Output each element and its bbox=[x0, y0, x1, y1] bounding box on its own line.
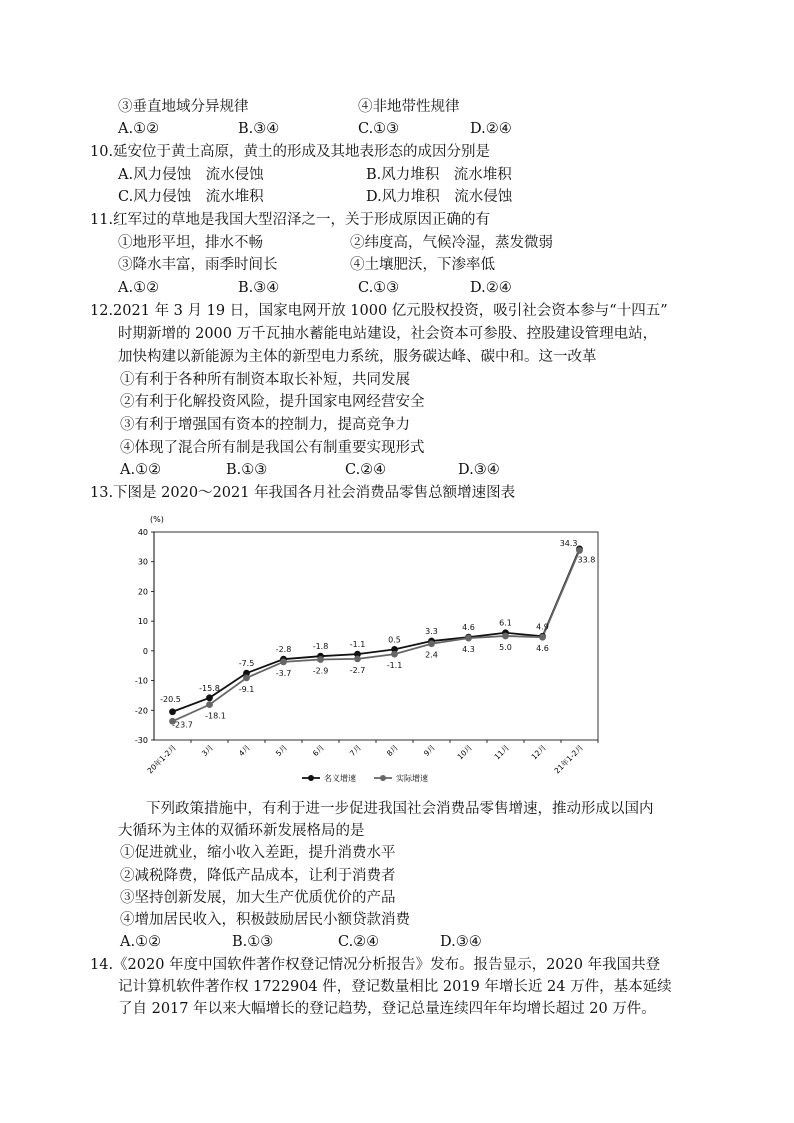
q13-item-1: ①促进就业，缩小收入差距，提升消费水平 bbox=[120, 845, 396, 861]
q12-option-a[interactable]: A.①② bbox=[120, 462, 162, 478]
legend-swatch-marker bbox=[380, 775, 386, 781]
data-label-nominal: 4.6 bbox=[462, 623, 475, 633]
x-tick-label: 10月 bbox=[455, 743, 474, 762]
q9-item-4: ④非地带性规律 bbox=[358, 99, 460, 115]
y-tick-label: -30 bbox=[134, 736, 148, 745]
data-point-real bbox=[391, 651, 398, 658]
q14-line-2: 记计算机软件著作权 1722904 件，登记数量相比 2019 年增长近 24 万件，基本延续 bbox=[118, 979, 672, 995]
data-label-nominal: -1.8 bbox=[312, 642, 329, 652]
data-label-real: -18.1 bbox=[205, 711, 226, 721]
q12-option-c[interactable]: C.②④ bbox=[345, 462, 387, 478]
data-point-real bbox=[428, 640, 435, 647]
data-label-real: -23.7 bbox=[172, 720, 193, 730]
data-point-real bbox=[576, 547, 583, 554]
q9-item-3: ③垂直地域分异规律 bbox=[118, 99, 249, 115]
data-point-real bbox=[539, 634, 546, 641]
data-point-real bbox=[243, 674, 250, 681]
q10-option-d[interactable]: D.风力堆积 流水侵蚀 bbox=[366, 189, 513, 205]
q11-option-d[interactable]: D.②④ bbox=[470, 280, 512, 296]
x-tick-label: 8月 bbox=[384, 743, 400, 759]
y-tick-label: 0 bbox=[142, 646, 148, 656]
series-line-real bbox=[173, 550, 580, 721]
data-label-nominal: -2.8 bbox=[275, 645, 292, 655]
q13-stem: 13.下图是 2020～2021 年我国各月社会消费品零售总额增速图表 bbox=[90, 485, 516, 501]
data-label-nominal: 34.3 bbox=[559, 538, 578, 548]
q13-body-line-2: 大循环为主体的双循环新发展格局的是 bbox=[118, 823, 365, 839]
q11-option-b[interactable]: B.③④ bbox=[238, 280, 280, 296]
q13-option-c[interactable]: C.②④ bbox=[338, 934, 380, 950]
y-tick-label: 40 bbox=[137, 528, 148, 537]
y-tick-label: 30 bbox=[137, 557, 148, 567]
data-label-nominal: -20.5 bbox=[160, 694, 181, 704]
q11-option-c[interactable]: C.①③ bbox=[358, 280, 400, 296]
x-tick-label: 6月 bbox=[310, 743, 326, 759]
x-tick-label: 3月 bbox=[199, 743, 215, 759]
data-label-real: 33.8 bbox=[577, 555, 596, 565]
data-point-real bbox=[465, 635, 472, 642]
q11-item-2: ②纬度高，气候冷湿，蒸发微弱 bbox=[350, 235, 553, 251]
q12-stem-line-2: 时期新增的 2000 万千瓦抽水蓄能电站建设，社会资本可参股、控股建设管理电站， bbox=[118, 326, 658, 342]
x-tick-label: 20年1-2月 bbox=[145, 743, 178, 776]
legend-swatch-marker bbox=[308, 775, 314, 781]
q11-item-3: ③降水丰富，雨季时间长 bbox=[118, 257, 278, 273]
q9-option-d[interactable]: D.②④ bbox=[470, 121, 512, 137]
data-label-real: 4.6 bbox=[536, 644, 549, 654]
data-point-nominal bbox=[169, 708, 176, 715]
data-label-real: -2.7 bbox=[349, 665, 366, 675]
q10-stem: 10.延安位于黄土高原，黄土的形成及其地表形态的成因分别是 bbox=[90, 144, 491, 160]
x-tick-label: 9月 bbox=[421, 743, 437, 759]
q12-option-b[interactable]: B.①③ bbox=[226, 462, 268, 478]
data-label-nominal: 6.1 bbox=[499, 618, 512, 628]
data-point-nominal bbox=[206, 694, 213, 701]
legend-label: 名义增速 bbox=[324, 774, 356, 783]
q9-option-b[interactable]: B.③④ bbox=[238, 121, 280, 137]
data-label-real: -3.7 bbox=[275, 668, 292, 678]
x-tick-label: 4月 bbox=[236, 743, 252, 759]
q13-option-b[interactable]: B.①③ bbox=[232, 934, 274, 950]
q13-option-d[interactable]: D.③④ bbox=[440, 934, 482, 950]
q12-item-4: ④体现了混合所有制是我国公有制重要实现形式 bbox=[120, 440, 425, 456]
q12-stem-line-1: 12.2021 年 3 月 19 日，国家电网开放 1000 亿元股权投资，吸引社会资本参与“十四五” bbox=[90, 303, 668, 319]
q11-stem: 11.红军过的草地是我国大型沼泽之一，关于形成原因正确的有 bbox=[90, 212, 491, 228]
retail-sales-growth-chart bbox=[118, 508, 604, 798]
data-label-real: -9.1 bbox=[238, 684, 255, 694]
q12-stem-line-3: 加快构建以新能源为主体的新型电力系统，服务碳达峰、碳中和。这一改革 bbox=[118, 349, 597, 365]
data-label-real: 2.4 bbox=[425, 650, 438, 660]
data-label-nominal: 4.9 bbox=[536, 622, 549, 632]
data-label-real: -1.1 bbox=[386, 661, 403, 671]
y-tick-label: 20 bbox=[137, 587, 148, 597]
q11-item-4: ④土壤肥沃，下渗率低 bbox=[350, 257, 495, 273]
data-label-nominal: 0.5 bbox=[388, 635, 401, 645]
data-label-real: 4.3 bbox=[462, 645, 475, 655]
data-label-nominal: -7.5 bbox=[238, 659, 255, 669]
q10-option-c[interactable]: C.风力侵蚀 流水堆积 bbox=[118, 189, 264, 205]
x-tick-label: 7月 bbox=[347, 743, 363, 759]
y-axis-unit: (%) bbox=[150, 515, 164, 524]
x-tick-label: 12月 bbox=[529, 743, 548, 762]
y-tick-label: -20 bbox=[134, 706, 148, 716]
q10-option-a[interactable]: A.风力侵蚀 流水侵蚀 bbox=[118, 167, 264, 183]
x-tick-label: 21年1-2月 bbox=[552, 743, 585, 776]
data-label-nominal: -15.8 bbox=[199, 683, 220, 693]
data-label-nominal: -1.1 bbox=[349, 640, 366, 650]
q13-item-3: ③坚持创新发展，加大生产优质优价的产品 bbox=[120, 890, 396, 906]
q14-line-1: 14.《2020 年度中国软件著作权登记情况分析报告》发布。报告显示，2020 年我国共登 bbox=[90, 957, 661, 973]
q10-option-b[interactable]: B.风力堆积 流水堆积 bbox=[366, 167, 512, 183]
q12-option-d[interactable]: D.③④ bbox=[458, 462, 500, 478]
q13-item-2: ②减税降费，降低产品成本，让利于消费者 bbox=[120, 868, 396, 884]
q13-item-4: ④增加居民收入，积极鼓励居民小额贷款消费 bbox=[120, 912, 410, 928]
y-tick-label: 10 bbox=[137, 617, 148, 627]
data-point-real bbox=[317, 656, 324, 663]
data-point-real bbox=[502, 633, 509, 640]
q11-item-1: ①地形平坦，排水不畅 bbox=[118, 235, 263, 251]
q14-line-3: 了自 2017 年以来大幅增长的登记趋势，登记总量连续四年年均增长超过 20 万件。 bbox=[118, 1001, 656, 1017]
q12-item-3: ③有利于增强国有资本的控制力，提高竞争力 bbox=[120, 417, 410, 433]
data-point-real bbox=[354, 655, 361, 662]
q9-option-c[interactable]: C.①③ bbox=[358, 121, 400, 137]
y-tick-label: -10 bbox=[134, 676, 148, 686]
x-tick-label: 11月 bbox=[492, 743, 511, 762]
data-point-real bbox=[206, 701, 213, 708]
q13-body-line-1: 下列政策措施中，有利于进一步促进我国社会消费品零售增速，推动形成以国内 bbox=[146, 801, 654, 817]
q13-option-a[interactable]: A.①② bbox=[120, 934, 162, 950]
q12-item-2: ②有利于化解投资风险，提升国家电网经营安全 bbox=[120, 394, 425, 410]
data-label-nominal: 3.3 bbox=[425, 627, 438, 637]
q12-item-1: ①有利于各种所有制资本取长补短，共同发展 bbox=[120, 372, 410, 388]
legend-label: 实际增速 bbox=[396, 774, 428, 783]
q11-option-a[interactable]: A.①② bbox=[118, 280, 160, 296]
data-point-real bbox=[280, 658, 287, 665]
q9-option-a[interactable]: A.①② bbox=[118, 121, 160, 137]
x-tick-label: 5月 bbox=[273, 743, 289, 759]
data-label-real: 5.0 bbox=[499, 643, 512, 652]
data-label-real: -2.9 bbox=[312, 666, 329, 676]
